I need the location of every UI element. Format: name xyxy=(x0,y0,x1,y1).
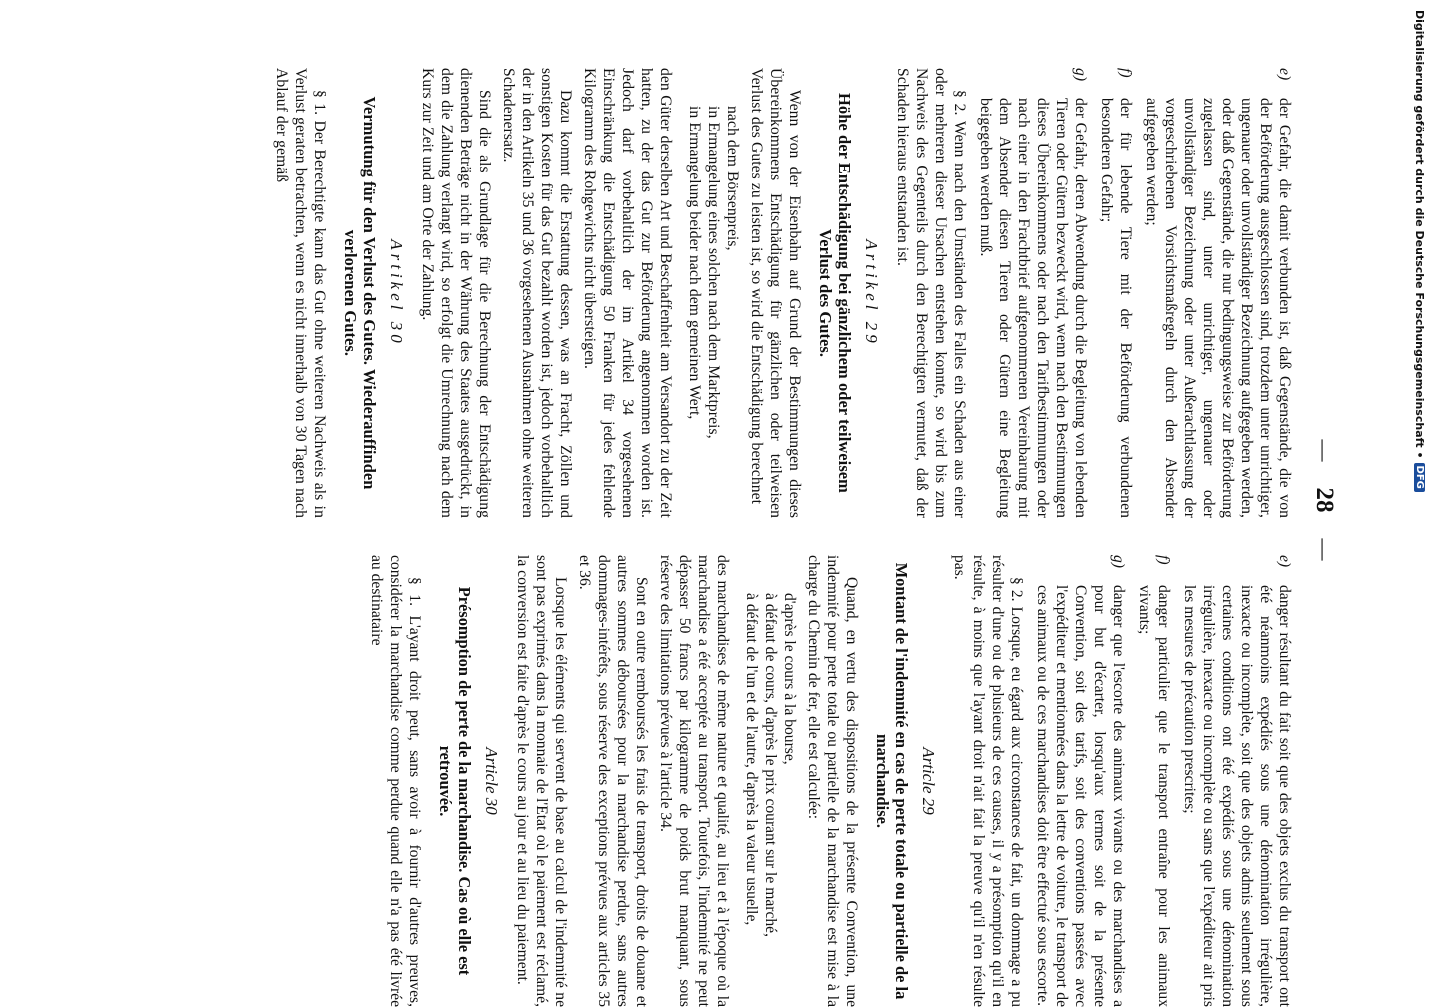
watermark-text: Digitalisierung gefördert durch die Deutsche Forschungsgemeinschaft • xyxy=(1413,10,1426,459)
article-29-title: Höhe der Entschädigung bei gänzlichem oder teilweisem Verlust des Gutes. xyxy=(816,93,854,493)
article-29-title: Montant de l'indemnité en cas de perte totale ou partielle de la marchandise. xyxy=(873,562,911,1000)
page-number: 28 xyxy=(1311,487,1338,513)
item-label: f) xyxy=(1117,68,1134,78)
item-label: e) xyxy=(1276,555,1293,568)
article-29-heading: Artikel 29 xyxy=(862,239,881,347)
article-29-para-2: Dazu kommt die Erstattung dessen, was an Fracht, Zöllen und sonstigen Kosten für das Gut bezahlt worden ist, jedoch vorbehaltlich der in den Artikeln 35 und 36 vorgesehenen Ausnahmen ohne weiteren Schadenersatz. xyxy=(500,68,574,518)
item-text: der Gefahr, die damit verbunden ist, daß Gegenstände, die von der Beförderung ausgeschlossen sind, trotzdem unter unrichtiger, ungenauer oder unvollständiger Bezeichnung aufgegeben werden, oder daß Gegenstände, die nur bedingungsweise zur Beförderung zugelassen sind, unter unrichtiger, ungenauer oder unvollständiger Bezeichnung oder unter Außerachtlassung der vorgeschriebenen Vorsichtsmaßregeln durch den Absender aufgegeben werden; xyxy=(1143,98,1293,518)
header-dash-right: — xyxy=(1312,538,1337,561)
item-label: f) xyxy=(1155,555,1172,565)
item-text: danger que l'escorte des animaux vivants ou des marchandises a pour but d'écarter, lorsqu'aux termes soit de la présente Convention, soit des tarifs, soit des conventions passées avec l'expéditeur et mentionnées dans la lettre de voiture, le transport de ces animaux ou de ces marchandises doit être effectué sous escorte. xyxy=(1034,585,1127,1007)
dfg-badge: DFG xyxy=(1414,463,1425,492)
article-29-intro: Quand, en vertu des dispositions de la présente Convention, une indemnité pour perte totale ou partielle de la marchandise est mise à la charge du Chemin de fer, elle est calculée: xyxy=(805,555,860,1007)
item-label: g) xyxy=(1072,68,1089,82)
item-text: danger particulier que le transport entraîne pour les animaux vivants; xyxy=(1136,585,1172,1007)
digitization-watermark xyxy=(1402,10,1426,990)
article-29-heading: Article 29 xyxy=(919,747,938,815)
article-29-sub-2: in Ermangelung eines solchen nach dem Marktpreis, xyxy=(705,106,722,439)
article-29-para-3: Sind die als Grundlage für die Berechnung der Entschädigung dienenden Beträge nicht in der Währung des Staates ausgedrückt, in dem die Zahlung verlangt wird, so erfolgt die Umrechnung nach dem Kurs zur Zeit und am Orte der Zahlung. xyxy=(419,68,493,518)
article-30-heading: Artikel 30 xyxy=(387,239,406,347)
article-29-sub-3: à défaut de l'un et de l'autre, d'après la valeur usuelle, xyxy=(743,593,760,926)
article-29-sub-2: à défaut de cours, d'après le prix courant sur le marché, xyxy=(762,593,779,937)
item-text: der Gefahr, deren Abwendung durch die Begleitung von lebenden Tieren oder Gütern bezweckt wird, wenn nach den Bestimmungen dieses Übereinkommens oder nach den Tarifbestimmungen oder nach einer in den Frachtbrief aufgenommenen Vereinbarung mit dem Absender diesen Tieren oder Gütern eine Begleitung beigegeben werden muß. xyxy=(977,98,1089,518)
list-item xyxy=(1097,68,1135,518)
article-29-intro: Wenn von der Eisenbahn auf Grund der Bestimmungen dieses Übereinkommens Entschädigung für gänzlichen oder teilweisen Verlust des Gutes zu leisten ist, so wird die Entschädigung berechnet xyxy=(748,68,803,518)
page-header xyxy=(1304,0,1344,1000)
article-29-sub-1: d'après le cours à la bourse, xyxy=(781,593,798,765)
paragraph-s2: § 2. Wenn nach den Umständen des Falles ein Schaden aus einer oder mehreren dieser Ursachen entstehen konnte, so wird bis zum Nachweis des Gegenteils durch den Berechtigten vermutet, daß der Schaden hieraus entstanden ist. xyxy=(894,68,968,518)
article-29-para-3: Lorsque les éléments qui servent de base au calcul de l'indemnité ne sont pas exprimés dans la monnaie de l'Etat où le paiement est réclamé, la conversion est faite d'après le cours au jour et au lieu du paiement. xyxy=(514,555,569,1007)
article-30-title: Présomption de perte de la marchandise. Cas où elle est retrouvée. xyxy=(436,586,474,976)
item-text: der für lebende Tiere mit der Beförderung verbundenen besonderen Gefahr; xyxy=(1098,98,1134,518)
article-30-para-1: § 1. L'ayant droit peut, sans avoir à fournir d'autres preuves, considérer la marchandise comme perdue quand elle n'a pas été livrée au destinataire xyxy=(368,555,423,1007)
article-29-continuation: des marchandises de même nature et qualité, au lieu et à l'époque où la marchandise a été acceptée au transport. Toutefois, l'indemnité ne peut dépasser 50 francs par kilogramme de poids brut manquant, sous réserve des limitations prévues à l'article 34. xyxy=(657,555,731,1007)
paragraph-s2: § 2. Lorsque, eu égard aux circonstances de fait, un dommage a pu résulter d'une ou de plusieurs de ces causes, il y a présomption qu'il en résulte, à moins que l'ayant droit n'ait fait la preuve qu'il n'en résulte pas. xyxy=(951,555,1025,1007)
list-item xyxy=(1180,555,1294,1007)
item-label: e) xyxy=(1276,68,1293,81)
article-30-title: Vermutung für den Verlust des Gutes. Wiederauffinden verlorenen Gutes. xyxy=(341,96,379,490)
german-column xyxy=(124,68,1294,518)
list-item xyxy=(1033,555,1128,1007)
article-30-heading: Article 30 xyxy=(482,747,501,815)
header-dash-left: — xyxy=(1312,439,1337,462)
list-item xyxy=(1135,555,1173,1007)
article-29-continuation: den Güter derselben Art und Beschaffenheit am Versandort zu der Zeit hatten, zu der das Gut zur Beförderung angenommen worden ist. Jedoch darf vorbehaltlich der im Artikel 34 vorgesehenen Einschränkung die Entschädigung 50 Franken für jedes fehlende Kilogramm des Rohgewichts nicht übersteigen. xyxy=(581,68,674,518)
article-29-sub-3: in Ermangelung beider nach dem gemeinen Wert, xyxy=(686,106,703,420)
item-text: danger résultant du fait soit que des objets exclus du transport ont été néanmoins expédiés sous une dénomination irrégulière, inexacte ou incomplète, soit que des objets admis seulement sous certaines conditions ont été expédiés sous une dénomination irrégulière, inexacte ou incomplète ou sans que l'expéditeur ait pris les mesures de précaution prescrites; xyxy=(1181,585,1293,1007)
article-29-sub-1: nach dem Börsenpreis, xyxy=(724,106,741,251)
article-30-para-1: § 1. Der Berechtigte kann das Gut ohne weiteren Nachweis als in Verlust geraten betrachten, wenn es nicht innerhalb von 30 Tagen nach Ablauf der gemäß xyxy=(273,68,328,518)
item-label: g) xyxy=(1110,555,1127,568)
article-29-para-2: Sont en outre remboursés les frais de transport, droits de douane et autres sommes déboursées pour la marchandise perdue, sans autres dommages-intérêts, sous réserve des exceptions prévues aux articles 35 et 36. xyxy=(576,555,650,1007)
list-item xyxy=(976,68,1090,518)
french-column xyxy=(124,555,1294,1007)
list-item xyxy=(1142,68,1294,518)
